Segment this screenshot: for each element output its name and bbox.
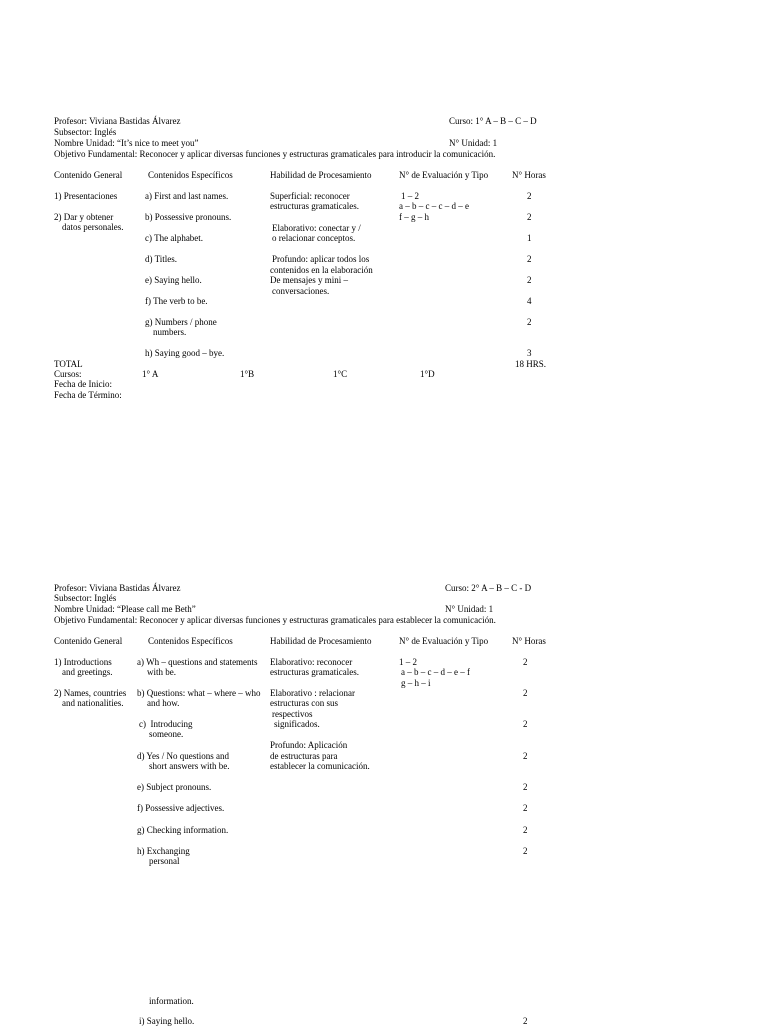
habilidad-line: significados. bbox=[274, 719, 320, 729]
general-item: 1) Introductions bbox=[54, 657, 112, 667]
especifico-item: f) Possessive adjectives. bbox=[137, 803, 225, 813]
general-item: 2) Dar y obtener bbox=[54, 212, 114, 222]
especifico-item: b) Questions: what – where – who bbox=[137, 688, 261, 698]
habilidad-line: establecer la comunicación. bbox=[270, 761, 370, 771]
especifico-item: d) Yes / No questions and bbox=[137, 751, 230, 761]
header-habilidad-2: Habilidad de Procesamiento bbox=[270, 636, 372, 646]
habilidad-line: estructuras con sus bbox=[270, 698, 338, 708]
especifico-item: short answers with be. bbox=[149, 761, 230, 771]
horas-value: 2 bbox=[527, 254, 532, 264]
horas-value: 3 bbox=[527, 348, 532, 358]
general-item: datos personales. bbox=[62, 222, 124, 232]
horas-value: 2 bbox=[523, 719, 528, 729]
horas-value: 2 bbox=[523, 846, 528, 856]
evaluacion-line: a – b – c – c – d – e bbox=[399, 201, 469, 211]
habilidad-line: Profundo: Aplicación bbox=[270, 740, 348, 750]
especifico-item: a) First and last names. bbox=[145, 191, 229, 201]
num-unidad-2: N° Unidad: 1 bbox=[445, 604, 494, 614]
evaluacion-line: g – h – i bbox=[401, 678, 431, 688]
objetivo-1: Objetivo Fundamental: Reconocer y aplicar diversas funciones y estructuras gramaticales para introducir la comunicación. bbox=[54, 149, 496, 159]
especifico-item: c) Introducing bbox=[139, 719, 193, 729]
fecha-inicio: Fecha de Inicio: bbox=[54, 379, 112, 389]
curso-item: 1°C bbox=[333, 369, 348, 379]
evaluacion-line: f – g – h bbox=[399, 212, 429, 222]
horas-value: 2 bbox=[523, 782, 528, 792]
especifico-item: i) Saying hello. bbox=[139, 1016, 195, 1026]
especifico-item: g) Checking information. bbox=[137, 825, 229, 835]
especifico-item: with be. bbox=[147, 667, 176, 677]
especifico-item: and how. bbox=[147, 698, 180, 708]
profesor-1: Profesor: Viviana Bastidas Álvarez bbox=[54, 116, 181, 126]
especifico-item: g) Numbers / phone bbox=[145, 317, 217, 327]
header-horas-1: N° Horas bbox=[512, 170, 546, 180]
habilidad-line: estructuras gramaticales. bbox=[270, 667, 359, 677]
cursos-label: Cursos: bbox=[54, 369, 82, 379]
header-evaluacion-1: N° de Evaluación y Tipo bbox=[399, 170, 489, 180]
evaluacion-line: 1 – 2 bbox=[401, 191, 419, 201]
horas-value: 2 bbox=[523, 1016, 528, 1026]
horas-value: 2 bbox=[523, 825, 528, 835]
habilidad-line: Elaborativo: reconocer bbox=[270, 657, 353, 667]
total-label: TOTAL bbox=[54, 359, 83, 369]
header-evaluacion-2: N° de Evaluación y Tipo bbox=[399, 636, 489, 646]
header-especificos-2: Contenidos Específicos bbox=[148, 636, 233, 646]
curso-item: 1°D bbox=[420, 369, 435, 379]
horas-value: 2 bbox=[527, 275, 532, 285]
curso-item: 1° A bbox=[142, 369, 159, 379]
horas-value: 1 bbox=[527, 233, 532, 243]
horas-value: 2 bbox=[523, 688, 528, 698]
horas-value: 2 bbox=[527, 317, 532, 327]
habilidad-line: Elaborativo : relacionar bbox=[270, 688, 355, 698]
objetivo-2: Objetivo Fundamental: Reconocer y aplicar diversas funciones y estructuras gramaticales para establecer la comunicación. bbox=[54, 615, 496, 625]
header-habilidad-1: Habilidad de Procesamiento bbox=[270, 170, 372, 180]
general-item: and nationalities. bbox=[62, 698, 124, 708]
habilidad-line: conversaciones. bbox=[272, 286, 330, 296]
curso-2: Curso: 2° A – B – C - D bbox=[445, 583, 532, 593]
evaluacion-line: 1 – 2 bbox=[399, 657, 417, 667]
header-especificos-1: Contenidos Específicos bbox=[148, 170, 233, 180]
especifico-item: a) Wh – questions and statements bbox=[137, 657, 258, 667]
habilidad-line: contenidos en la elaboración bbox=[270, 265, 373, 275]
especifico-item: c) The alphabet. bbox=[145, 233, 204, 243]
especifico-item: personal bbox=[149, 856, 180, 866]
profesor-2: Profesor: Viviana Bastidas Álvarez bbox=[54, 583, 181, 593]
especifico-item: e) Saying hello. bbox=[145, 275, 202, 285]
general-item: 1) Presentaciones bbox=[54, 191, 118, 201]
habilidad-line: de estructuras para bbox=[270, 751, 338, 761]
fecha-termino: Fecha de Término: bbox=[54, 390, 122, 400]
habilidad-line: De mensajes y mini – bbox=[270, 275, 348, 285]
unidad-2: Nombre Unidad: “Please call me Beth” bbox=[54, 604, 196, 614]
evaluacion-line: a – b – c – d – e – f bbox=[401, 667, 470, 677]
horas-value: 2 bbox=[527, 191, 532, 201]
num-unidad-1: N° Unidad: 1 bbox=[449, 138, 498, 148]
especifico-item: f) The verb to be. bbox=[145, 296, 208, 306]
habilidad-line: o relacionar conceptos. bbox=[272, 233, 356, 243]
horas-value: 2 bbox=[527, 212, 532, 222]
habilidad-line: Profundo: aplicar todos los bbox=[272, 254, 370, 264]
horas-value: 2 bbox=[523, 751, 528, 761]
general-item: 2) Names, countries bbox=[54, 688, 127, 698]
habilidad-line: Superficial: reconocer bbox=[270, 191, 350, 201]
subsector-2: Subsector: Inglés bbox=[54, 593, 117, 603]
total-value: 18 HRS. bbox=[515, 359, 547, 369]
header-horas-2: N° Horas bbox=[512, 636, 546, 646]
especifico-item: b) Possessive pronouns. bbox=[145, 212, 232, 222]
horas-value: 2 bbox=[523, 803, 528, 813]
especifico-item: someone. bbox=[149, 729, 184, 739]
habilidad-line: Elaborativo: conectar y / bbox=[272, 223, 361, 233]
habilidad-line: estructuras gramaticales. bbox=[270, 201, 359, 211]
curso-item: 1°B bbox=[240, 369, 255, 379]
especifico-item: information. bbox=[149, 996, 194, 1006]
header-general-2: Contenido General bbox=[54, 636, 123, 646]
header-general-1: Contenido General bbox=[54, 170, 123, 180]
unidad-1: Nombre Unidad: “It’s nice to meet you” bbox=[54, 138, 199, 148]
especifico-item: d) Titles. bbox=[145, 254, 178, 264]
especifico-item: e) Subject pronouns. bbox=[137, 782, 212, 792]
horas-value: 4 bbox=[527, 296, 532, 306]
subsector-1: Subsector: Inglés bbox=[54, 127, 117, 137]
habilidad-line: respectivos bbox=[272, 709, 313, 719]
especifico-item: h) Saying good – bye. bbox=[145, 348, 225, 358]
especifico-item: numbers. bbox=[153, 327, 187, 337]
especifico-item: h) Exchanging bbox=[137, 846, 190, 856]
general-item: and greetings. bbox=[62, 667, 113, 677]
horas-value: 2 bbox=[523, 657, 528, 667]
curso-1: Curso: 1° A – B – C – D bbox=[449, 116, 537, 126]
